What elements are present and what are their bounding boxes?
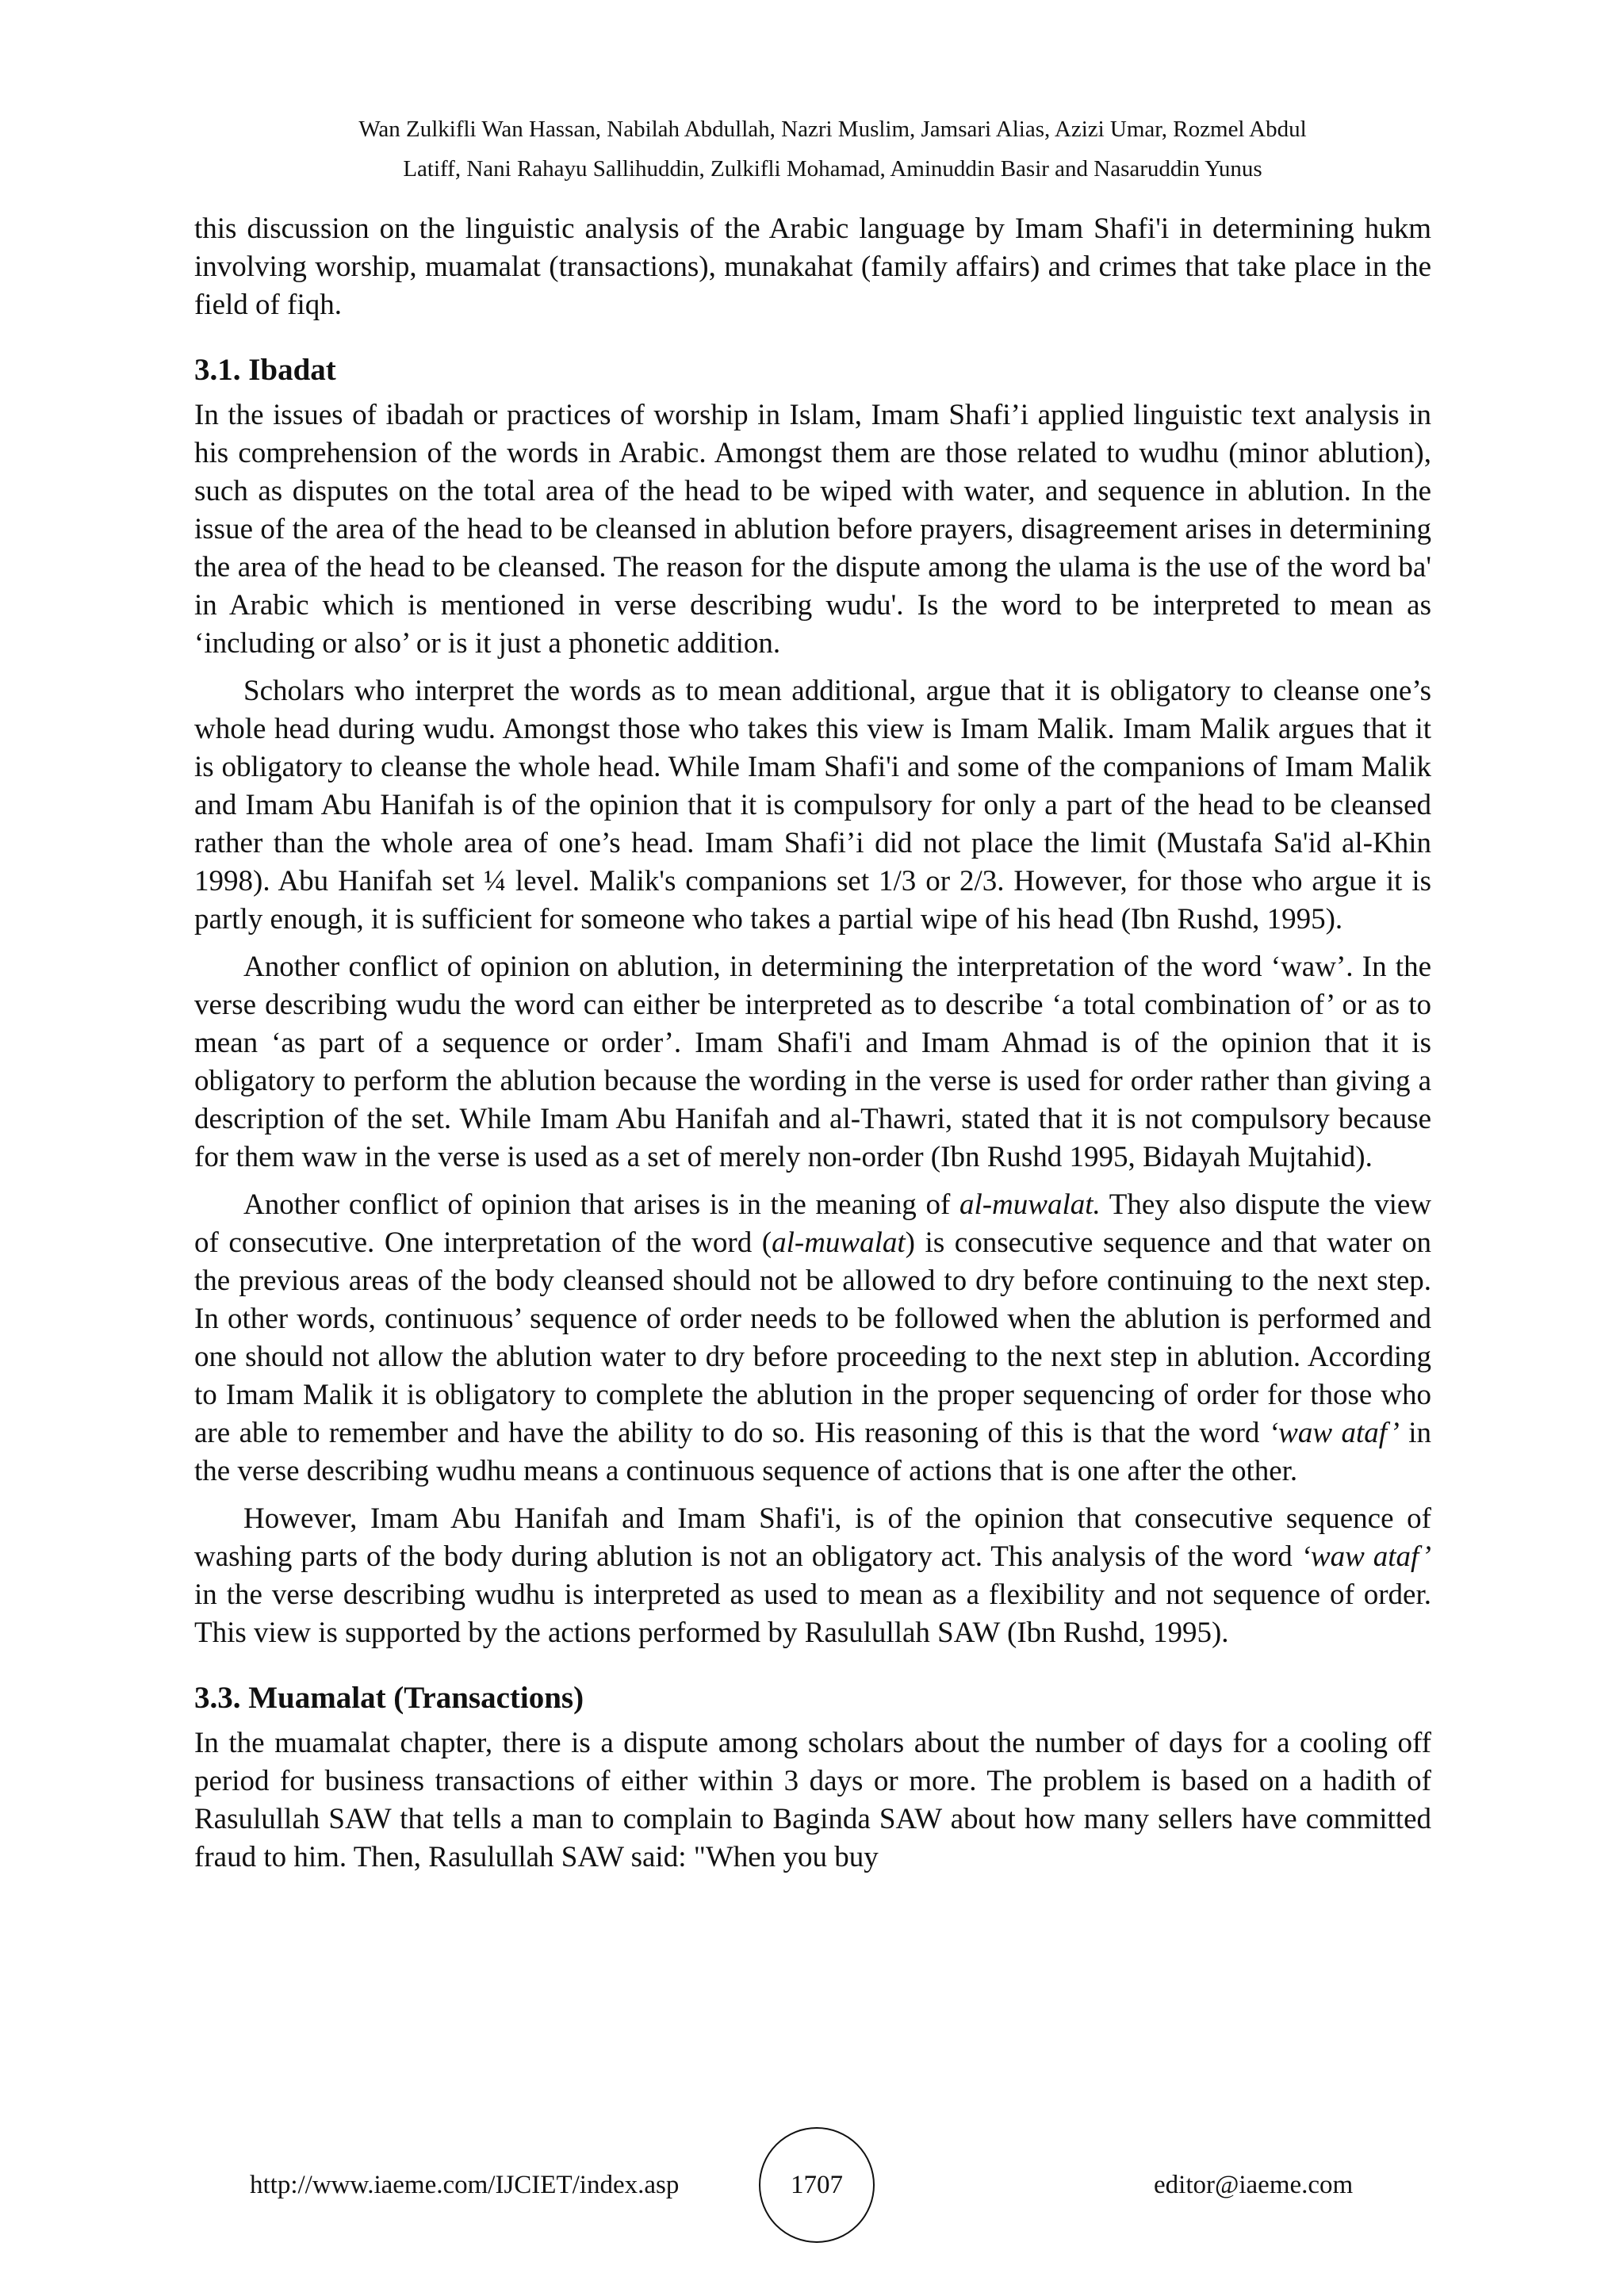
ibadat-paragraph-1: In the issues of ibadah or practices of worship in Islam, Imam Shafi’i applied linguistic text analysis in his comprehension of the words in Arabic. Amongst them are those related to wudhu (minor ablution), such as disputes on the total area of the head to be wiped with water, and sequence in ablution. In the issue of the area of the head to be cleansed in ablution before prayers, disagreement arises in determining the area of the head to be cleansed. The reason for the dispute among the ulama is the use of the word ba' in Arabic which is mentioned in verse describing wudu'. Is the word to be interpreted to mean as ‘including or also’ or is it just a phonetic addition.	[194, 399, 1431, 660]
text-run: in the verse describing wudhu means a continuous sequence of actions that is one after the other.	[194, 1417, 1431, 1487]
article-body	[194, 210, 1431, 1877]
running-head	[198, 109, 1467, 189]
authors-line-1: Wan Zulkifli Wan Hassan, Nabilah Abdullah, Nazri Muslim, Jamsari Alias, Azizi Umar, Rozmel Abdul	[358, 117, 1307, 142]
italic-term: ‘waw ataf’	[1268, 1417, 1400, 1449]
italic-term: al-muwalat.	[959, 1188, 1101, 1221]
italic-term: al-muwalat	[772, 1226, 906, 1259]
text-run: in the verse describing wudhu is interpreted as used to mean as a flexibility and not sequence of order. This view is supported by the actions performed by Rasulullah SAW (Ibn Rushd, 1995).	[194, 1578, 1431, 1649]
ibadat-paragraph-4	[194, 1186, 1431, 1490]
ibadat-paragraph-2: Scholars who interpret the words as to mean additional, argue that it is obligatory to cleanse one’s whole head during wudu. Amongst those who takes this view is Imam Malik. Imam Malik argues that it is obligatory to cleanse the whole head. While Imam Shafi'i and some of the companions of Imam Malik and Imam Abu Hanifah is of the opinion that it is compulsory for only a part of the head to be cleansed rather than the whole area of one’s head. Imam Shafi’i did not place the limit (Mustafa Sa'id al-Khin 1998). Abu Hanifah set ¼ level. Malik's companions set 1/3 or 2/3. However, for those who argue it is partly enough, it is sufficient for someone who takes a partial wipe of his head (Ibn Rushd, 1995).	[194, 675, 1431, 936]
footer-url-link[interactable]: http://www.iaeme.com/IJCIET/index.asp	[250, 2171, 680, 2199]
footer-email-link[interactable]: editor@iaeme.com	[1154, 2171, 1354, 2199]
section-heading-muamalat: 3.3. Muamalat (Transactions)	[194, 1681, 584, 1715]
ibadat-paragraph-3: Another conflict of opinion on ablution, in determining the interpretation of the word ‘waw’. In the verse describing wudu the word can either be interpreted as to describe ‘a total combination of’ or as to mean ‘as part of a sequence or order’. Imam Shafi'i and Imam Ahmad is of the opinion that it is obligatory to perform the ablution because the wording in the verse is used for order rather than giving a description of the set. While Imam Abu Hanifah and al-Thawri, stated that it is not compulsory because for them waw in the verse is used as a set of merely non-order (Ibn Rushd 1995, Bidayah Mujtahid).	[194, 951, 1431, 1173]
authors-line-2: Latiff, Nani Rahayu Sallihuddin, Zulkifli Mohamad, Aminuddin Basir and Nasaruddin Yunus	[403, 156, 1262, 182]
italic-term: ‘waw ataf’	[1300, 1540, 1431, 1573]
muamalat-paragraph-1: In the muamalat chapter, there is a dispute among scholars about the number of days for a cooling off period for business transactions of either within 3 days or more. The problem is based on a hadith of Rasulullah SAW that tells a man to complain to Baginda SAW about how many sellers have committed fraud to him. Then, Rasulullah SAW said: "When you buy	[194, 1727, 1431, 1873]
text-run: Another conflict of opinion that arises is in the meaning of	[243, 1188, 959, 1221]
text-run: ) is consecutive sequence and that water on the previous areas of the body cleansed should not be allowed to dry before continuing to the next step. In other words, continuous’ sequence of order needs to be followed when the ablution is performed and one should not allow the ablution water to dry before proceeding to the next step in ablution. According to Imam Malik it is obligatory to complete the ablution in the proper sequencing of order for those who are able to remember and have the ability to do so. His reasoning of this is that the word	[194, 1226, 1431, 1449]
ibadat-paragraph-5	[194, 1500, 1431, 1652]
intro-paragraph: this discussion on the linguistic analysis of the Arabic language by Imam Shafi'i in determining hukm involving worship, muamalat (transactions), munakahat (family affairs) and crimes that take place in the field of fiqh.	[194, 212, 1431, 321]
text-run: However, Imam Abu Hanifah and Imam Shafi'i, is of the opinion that consecutive sequence of washing parts of the body during ablution is not an obligatory act. This analysis of the word	[194, 1502, 1431, 1573]
text-run: They also dispute the view of consecutive. One interpretation of the word (	[194, 1188, 1431, 1259]
page-number-badge	[759, 2127, 875, 2243]
section-heading-ibadat: 3.1. Ibadat	[194, 353, 336, 387]
page-number: 1707	[791, 2170, 843, 2199]
